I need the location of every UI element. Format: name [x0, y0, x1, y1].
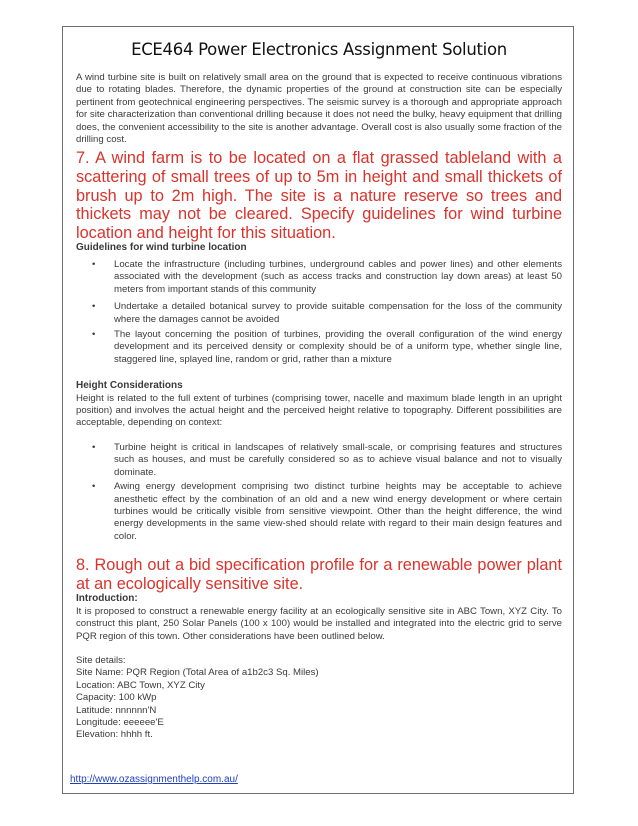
- site-details-list: [76, 667, 562, 741]
- page-title: ECE464 Power Electronics Assignment Solution: [131, 40, 507, 59]
- list-item-text: Awing energy development comprising two distinct turbine heights may be acceptable to achieve anesthetic effect by the combination of an old and a new wind energy development or where certain turbines would be critically visible from sensitive viewpoint. Other than the height difference, the wind energy developments in the same view-shed should relate with regard to their main design features and color.: [114, 481, 562, 542]
- guidelines-list: [76, 259, 562, 366]
- list-item: [76, 329, 562, 366]
- site-details-label: Site details:: [76, 655, 126, 667]
- intro-paragraph: A wind turbine site is built on relatively small area on the ground that is expected to receive continuous vibrations due to rotating blades. Therefore, the dynamic properties of the ground at construction site can be especially pertinent from geotechnical engineering perspectives. The seismic survey is a thorough and appropriate approach for site characterization than conventional drilling because it does not need the bulky, heavy equipment that drilling does, the convenient accessibility to the site is another advantage. Overall cost is also usually some fraction of the drilling cost.: [76, 72, 562, 146]
- list-item-text: Turbine height is critical in landscapes of relatively small-scale, or comprising features and structures such as houses, and must be carefully considered so as to achieve visual balance and not to visually dominate.: [114, 441, 562, 478]
- introduction-heading: Introduction:: [76, 593, 138, 605]
- list-item: [76, 442, 562, 479]
- site-detail-line: Location: ABC Town, XYZ City: [76, 679, 205, 691]
- bullet-icon: •: [92, 481, 96, 493]
- footer-website-link[interactable]: http://www.ozassignmenthelp.com.au/: [70, 774, 238, 785]
- list-item: [76, 259, 562, 296]
- list-item-text: Undertake a detailed botanical survey to provide suitable compensation for the loss of the community where the damages cannot be avoided: [114, 301, 562, 325]
- question-7-heading: 7. A wind farm is to be located on a flat grassed tableland with a scattering of small trees of up to 5m in height and small thickets of brush up to 2m high. The site is a nature reserve so trees and thickets may not be cleared. Specify guidelines for wind turbine location and height for this situation.: [76, 149, 562, 242]
- list-item-text: The layout concerning the position of turbines, providing the overall configuration of the wind energy development and its perceived density or complexity should be of a uniform type, whether single line, staggered line, splayed line, random or grid, rather than a mixture: [114, 328, 562, 365]
- site-detail-line: Elevation: hhhh ft.: [76, 729, 153, 741]
- site-detail-line: Longitude: eeeeee'E: [76, 717, 164, 729]
- list-item-text: Locate the infrastructure (including turbines, underground cables and power lines) and other elements associated with the development (such as access tracks and construction lay down areas) at least 50 meters from important stands of this community: [114, 258, 562, 295]
- height-paragraph: Height is related to the full extent of turbines (comprising tower, nacelle and maximum blade length in an upright position) and involves the actual height and the perceived height relative to topography. Different possibilities are acceptable, depending on context:: [76, 392, 562, 429]
- list-item: [76, 481, 562, 543]
- bullet-icon: •: [92, 328, 96, 340]
- site-detail-line: Site Name: PQR Region (Total Area of a1b2c3 Sq. Miles): [76, 667, 319, 679]
- bullet-icon: •: [92, 258, 96, 270]
- site-detail-line: Latitude: nnnnnn'N: [76, 704, 157, 716]
- height-heading: Height Considerations: [76, 380, 183, 392]
- list-item: [76, 301, 562, 326]
- document-body: [76, 72, 562, 742]
- height-list: [76, 442, 562, 543]
- guidelines-heading: Guidelines for wind turbine location: [76, 242, 247, 254]
- site-detail-line: Capacity: 100 kWp: [76, 692, 157, 704]
- bullet-icon: •: [92, 441, 96, 453]
- question-8-heading: 8. Rough out a bid specification profile for a renewable power plant at an ecologically sensitive site.: [76, 556, 562, 593]
- introduction-paragraph: It is proposed to construct a renewable energy facility at an ecologically sensitive site in ABC Town, XYZ City. To construct this plant, 250 Solar Panels (100 x 100) would be installed and integrated into the electric grid to serve PQR region of this town. Other considerations have been outlined below.: [76, 605, 562, 642]
- bullet-icon: •: [92, 301, 96, 313]
